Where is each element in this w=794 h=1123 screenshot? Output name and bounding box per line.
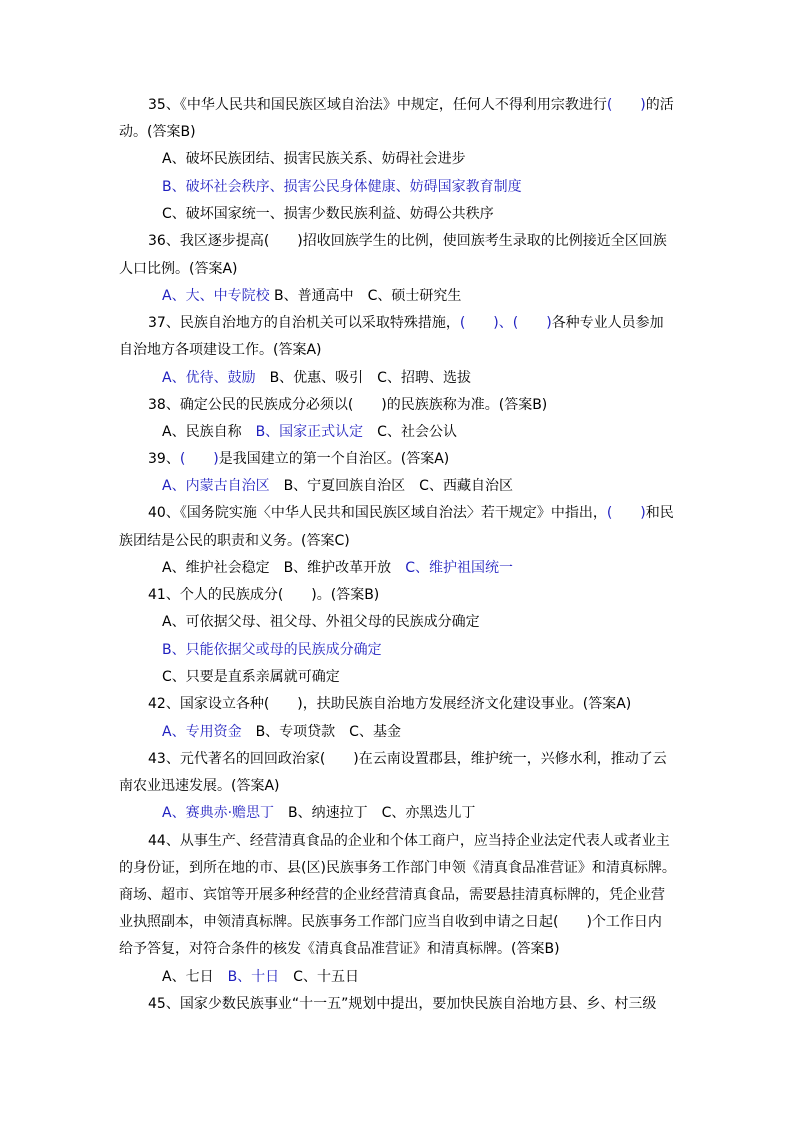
answer-highlight: ( ) — [606, 97, 646, 113]
text-segment: 40、《国务院实施〈中华人民共和国民族区域自治法〉若干规定》中指出， — [148, 505, 607, 521]
text-segment: 的身份证，到所在地的市、县(区)民族事务工作部门申领《清真食品准营证》和清真标牌。 — [119, 860, 676, 876]
text-line — [162, 205, 494, 223]
text-segment: 36、我区逐步提高( )招收回族学生的比例，使回族考生录取的比例接近全区回族 — [148, 233, 667, 249]
text-segment: B、宁夏回族自治区 C、西藏自治区 — [269, 478, 513, 494]
text-segment: C、十五日 — [279, 969, 359, 985]
answer-highlight: A、内蒙古自治区 — [162, 478, 270, 494]
text-line — [148, 995, 656, 1013]
text-line — [148, 750, 667, 768]
text-line — [148, 232, 667, 250]
text-line — [162, 477, 513, 495]
text-segment: 43、元代著名的回回政治家( )在云南设置郡县，维护统一，兴修水利，推动了云 — [148, 751, 667, 767]
text-line — [119, 532, 350, 550]
answer-highlight: A、优待、鼓励 — [162, 370, 256, 386]
text-line — [148, 314, 664, 332]
text-line — [148, 504, 674, 522]
text-segment: A、破坏民族团结、损害民族关系、妨碍社会进步 — [162, 151, 466, 167]
text-line — [148, 832, 670, 850]
text-line — [162, 641, 382, 659]
text-segment: 各种专业人员参加 — [551, 315, 664, 331]
text-segment: 41、个人的民族成分( )。(答案B) — [148, 587, 380, 603]
text-segment: B、优惠、吸引 C、招聘、选拔 — [255, 370, 471, 386]
text-segment: 38、确定公民的民族成分必须以( )的民族族称为准。(答案B) — [148, 397, 548, 413]
text-line — [162, 968, 359, 986]
text-line — [162, 559, 513, 577]
text-segment: 自治地方各项建设工作。(答案A) — [119, 342, 322, 358]
text-segment: 给予答复，对符合条件的核发《清真食品准营证》和清真标牌。(答案B) — [119, 941, 560, 957]
text-segment: 的活 — [645, 97, 674, 113]
text-line — [162, 804, 475, 822]
text-segment: 南农业迅速发展。(答案A) — [119, 778, 280, 794]
text-line — [162, 287, 461, 305]
text-segment: 37、民族自治地方的自治机关可以采取特殊措施， — [148, 315, 460, 331]
text-segment: 44、从事生产、经营清真食品的企业和个体工商户，应当持企业法定代表人或者业主 — [148, 833, 670, 849]
text-segment: 商场、超市、宾馆等开展多种经营的企业经营清真食品，需要悬挂清真标牌的，凭企业营 — [119, 887, 665, 903]
answer-highlight: B、国家正式认定 — [255, 424, 364, 440]
text-segment: B、纳速拉丁 C、亦黑迭儿丁 — [274, 805, 476, 821]
text-segment: 族团结是公民的职责和义务。(答案C) — [119, 533, 350, 549]
answer-highlight: A、大、中专院校 — [162, 288, 270, 304]
answer-highlight: ( ) — [606, 505, 646, 521]
text-line — [119, 859, 676, 877]
text-segment: A、七日 — [162, 969, 228, 985]
text-line — [119, 940, 560, 958]
text-segment: 是我国建立的第一个自治区。(答案A) — [218, 451, 450, 467]
text-line — [148, 96, 674, 114]
text-segment: 45、国家少数民族事业“十一五”规划中提出，要加快民族自治地方县、乡、村三级 — [148, 996, 657, 1012]
text-line — [148, 695, 631, 713]
text-line — [162, 423, 457, 441]
answer-highlight: A、专用资金 — [162, 724, 242, 740]
text-segment: 人口比例。(答案A) — [119, 261, 238, 277]
text-segment: C、只要是直系亲属就可确定 — [162, 669, 340, 685]
text-line — [119, 123, 196, 141]
text-line — [162, 150, 466, 168]
text-line — [119, 260, 238, 278]
answer-highlight: B、十日 — [227, 969, 280, 985]
text-segment: 35、《中华人民共和国民族区域自治法》中规定，任何人不得利用宗教进行 — [148, 97, 607, 113]
text-segment: 39、 — [148, 451, 180, 467]
text-line — [119, 913, 662, 931]
text-line — [162, 723, 401, 741]
text-segment: C、社会公认 — [363, 424, 457, 440]
text-line — [119, 886, 665, 904]
text-line — [119, 777, 280, 795]
text-segment: B、专项贷款 C、基金 — [241, 724, 401, 740]
text-segment: 动。(答案B) — [119, 124, 196, 140]
text-segment: 业执照副本，申领清真标牌。民族事务工作部门应当自收到申请之日起( )个工作日内 — [119, 914, 662, 930]
text-segment: 42、国家设立各种( )，扶助民族自治地方发展经济文化建设事业。(答案A) — [148, 696, 632, 712]
text-segment: B、普通高中 C、硕士研究生 — [269, 288, 462, 304]
text-line — [162, 613, 480, 631]
answer-highlight: ( ) — [179, 451, 219, 467]
text-line — [148, 450, 449, 468]
answer-highlight: B、只能依据父或母的民族成分确定 — [162, 642, 382, 658]
text-line — [119, 341, 322, 359]
text-line — [162, 668, 340, 686]
text-segment: C、破坏国家统一、损害少数民族利益、妨碍公共秩序 — [162, 206, 494, 222]
text-segment: 和民 — [645, 505, 674, 521]
text-line — [148, 586, 379, 604]
text-line — [148, 396, 547, 414]
text-line — [162, 178, 522, 196]
text-segment: A、维护社会稳定 B、维护改革开放 — [162, 560, 406, 576]
answer-highlight: ( )、( ) — [459, 315, 552, 331]
answer-highlight: B、破坏社会秩序、损害公民身体健康、妨碍国家教育制度 — [162, 179, 522, 195]
answer-highlight: A、赛典赤·赡思丁 — [162, 805, 275, 821]
answer-highlight: C、维护祖国统一 — [405, 560, 513, 576]
text-segment: A、民族自称 — [162, 424, 256, 440]
text-line — [162, 369, 471, 387]
text-segment: A、可依据父母、祖父母、外祖父母的民族成分确定 — [162, 614, 480, 630]
